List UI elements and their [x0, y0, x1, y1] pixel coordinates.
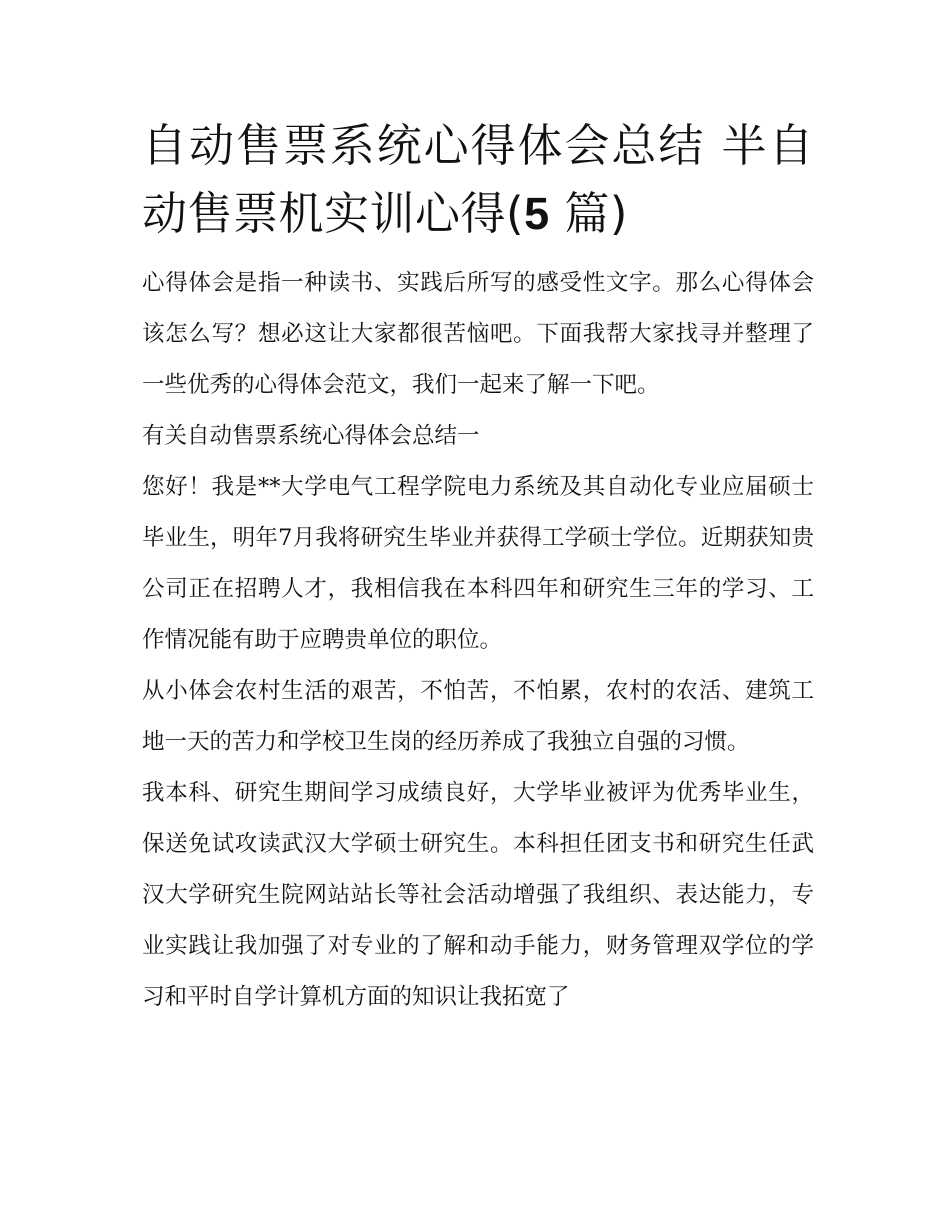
- body-paragraph: 我本科、研究生期间学习成绩良好，大学毕业被评为优秀毕业生，保送免试攻读武汉大学硕士研究生。本科担任团支书和研究生任武汉大学研究生院网站站长等社会活动增强了我组织、表达能力，专业实践让我加强了对专业的了解和动手能力，财务管理双学位的学习和平时自学计算机方面的知识让我拓宽了: [142, 780, 814, 1010]
- title-suffix: 篇): [549, 187, 628, 240]
- document-title: [142, 112, 814, 248]
- title-article-count: 5: [524, 188, 550, 239]
- intro-paragraph: 心得体会是指一种读书、实践后所写的感受性文字。那么心得体会该怎么写？想必这让大家都很苦恼吧。下面我帮大家找寻并整理了一些优秀的心得体会范文，我们一起来了解一下吧。: [142, 270, 814, 398]
- body-paragraph: 您好！我是**大学电气工程学院电力系统及其自动化专业应届硕士毕业生，明年7月我将研究生毕业并获得工学硕士学位。近期获知贵公司正在招聘人才，我相信我在本科四年和研究生三年的学习、工作情况能有助于应聘贵单位的职位。: [142, 474, 814, 653]
- section-heading: 有关自动售票系统心得体会总结一: [142, 423, 480, 449]
- document-page: [142, 112, 814, 1023]
- title-text: 自动售票系统心得体会总结 半自动售票机实训心得(: [142, 119, 814, 240]
- body-paragraph: 从小体会农村生活的艰苦，不怕苦，不怕累，农村的农活、建筑工地一天的苦力和学校卫生岗的经历养成了我独立自强的习惯。: [142, 678, 814, 755]
